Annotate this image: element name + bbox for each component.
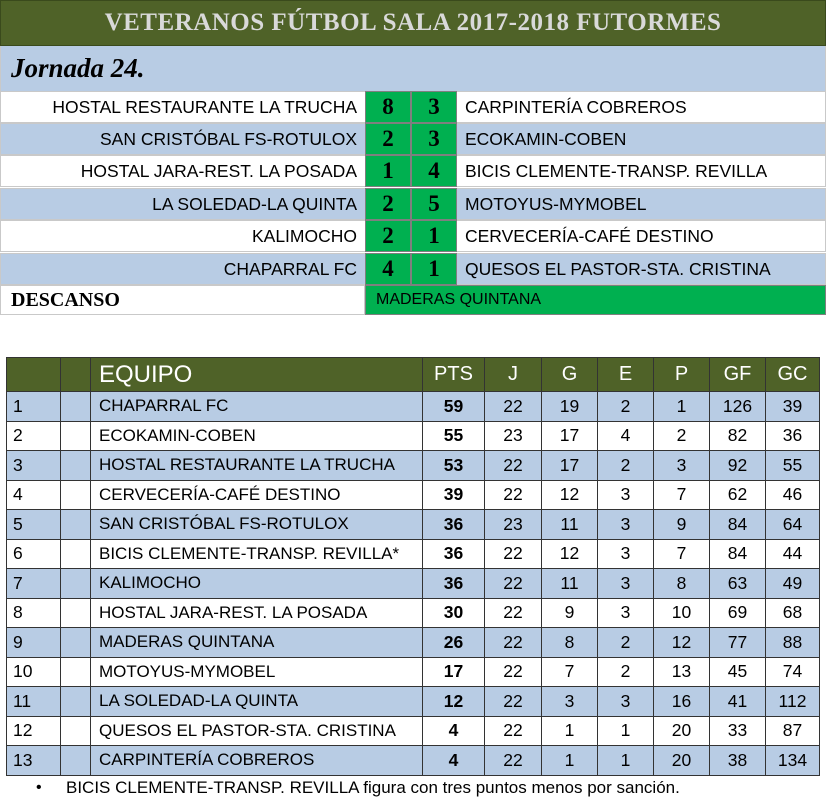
team-cell: HOSTAL JARA-REST. LA POSADA [91, 598, 423, 628]
bullet-icon: • [36, 779, 42, 796]
goals-for-cell: 33 [710, 716, 766, 746]
mark-cell [61, 480, 91, 510]
team-cell: HOSTAL RESTAURANTE LA TRUCHA [91, 451, 423, 481]
away-team: MOTOYUS-MYMOBEL [457, 188, 826, 220]
standings-row [7, 598, 820, 628]
points-cell: 4 [423, 746, 485, 776]
goals-against-cell: 87 [766, 716, 820, 746]
won-cell: 1 [542, 716, 598, 746]
goals-for-cell: 38 [710, 746, 766, 776]
drawn-cell: 3 [598, 598, 654, 628]
team-cell: SAN CRISTÓBAL FS-ROTULOX [91, 510, 423, 540]
rest-team: MADERAS QUINTANA [365, 285, 826, 315]
header-team: EQUIPO [91, 358, 423, 392]
away-score: 3 [411, 91, 457, 123]
round-heading: Jornada 24. [0, 46, 826, 91]
footnote-text: BICIS CLEMENTE-TRANSP. REVILLA figura con tres puntos menos por sanción. [66, 778, 680, 797]
header-won: G [542, 358, 598, 392]
team-cell: KALIMOCHO [91, 569, 423, 599]
points-cell: 36 [423, 510, 485, 540]
drawn-cell: 2 [598, 451, 654, 481]
lost-cell: 20 [654, 716, 710, 746]
mark-cell [61, 687, 91, 717]
home-score: 1 [365, 155, 411, 187]
lost-cell: 8 [654, 569, 710, 599]
goals-for-cell: 82 [710, 421, 766, 451]
header-points: PTS [423, 358, 485, 392]
home-score: 4 [365, 253, 411, 285]
header-goals-for: GF [710, 358, 766, 392]
match-row [0, 220, 826, 252]
played-cell: 22 [485, 539, 542, 569]
lost-cell: 7 [654, 480, 710, 510]
won-cell: 19 [542, 392, 598, 422]
away-team: BICIS CLEMENTE-TRANSP. REVILLA [457, 155, 826, 187]
away-team: CARPINTERÍA COBREROS [457, 91, 826, 123]
lost-cell: 2 [654, 421, 710, 451]
mark-cell [61, 598, 91, 628]
position-cell: 1 [7, 392, 61, 422]
played-cell: 22 [485, 628, 542, 658]
team-cell: MOTOYUS-MYMOBEL [91, 657, 423, 687]
lost-cell: 16 [654, 687, 710, 717]
points-cell: 12 [423, 687, 485, 717]
standings-row [7, 657, 820, 687]
played-cell: 22 [485, 716, 542, 746]
match-row [0, 123, 826, 155]
header-mark [61, 358, 91, 392]
position-cell: 6 [7, 539, 61, 569]
points-cell: 26 [423, 628, 485, 658]
lost-cell: 12 [654, 628, 710, 658]
points-cell: 55 [423, 421, 485, 451]
standings-row [7, 451, 820, 481]
standings-header-row [7, 358, 820, 392]
mark-cell [61, 746, 91, 776]
drawn-cell: 2 [598, 628, 654, 658]
position-cell: 10 [7, 657, 61, 687]
drawn-cell: 3 [598, 510, 654, 540]
won-cell: 17 [542, 451, 598, 481]
drawn-cell: 1 [598, 746, 654, 776]
position-cell: 9 [7, 628, 61, 658]
lost-cell: 9 [654, 510, 710, 540]
won-cell: 9 [542, 598, 598, 628]
points-cell: 17 [423, 657, 485, 687]
standings-table [6, 357, 820, 776]
goals-for-cell: 41 [710, 687, 766, 717]
points-cell: 30 [423, 598, 485, 628]
standings-row [7, 569, 820, 599]
drawn-cell: 4 [598, 421, 654, 451]
standings-row [7, 716, 820, 746]
mark-cell [61, 392, 91, 422]
goals-for-cell: 126 [710, 392, 766, 422]
won-cell: 8 [542, 628, 598, 658]
goals-against-cell: 64 [766, 510, 820, 540]
standings-row [7, 510, 820, 540]
drawn-cell: 1 [598, 716, 654, 746]
played-cell: 23 [485, 510, 542, 540]
won-cell: 7 [542, 657, 598, 687]
home-score: 8 [365, 91, 411, 123]
header-goals-against: GC [766, 358, 820, 392]
goals-for-cell: 84 [710, 510, 766, 540]
points-cell: 59 [423, 392, 485, 422]
mark-cell [61, 510, 91, 540]
position-cell: 8 [7, 598, 61, 628]
drawn-cell: 3 [598, 569, 654, 599]
points-cell: 53 [423, 451, 485, 481]
position-cell: 4 [7, 480, 61, 510]
won-cell: 11 [542, 569, 598, 599]
team-cell: ECOKAMIN-COBEN [91, 421, 423, 451]
drawn-cell: 3 [598, 480, 654, 510]
team-cell: CHAPARRAL FC [91, 392, 423, 422]
team-cell: BICIS CLEMENTE-TRANSP. REVILLA* [91, 539, 423, 569]
drawn-cell: 2 [598, 392, 654, 422]
goals-against-cell: 36 [766, 421, 820, 451]
goals-against-cell: 134 [766, 746, 820, 776]
lost-cell: 10 [654, 598, 710, 628]
drawn-cell: 3 [598, 539, 654, 569]
goals-against-cell: 49 [766, 569, 820, 599]
header-lost: P [654, 358, 710, 392]
won-cell: 3 [542, 687, 598, 717]
goals-for-cell: 62 [710, 480, 766, 510]
standings-row [7, 746, 820, 776]
standings-row [7, 392, 820, 422]
away-score: 1 [411, 253, 457, 285]
lost-cell: 13 [654, 657, 710, 687]
match-row [0, 155, 826, 187]
won-cell: 12 [542, 539, 598, 569]
team-cell: QUESOS EL PASTOR-STA. CRISTINA [91, 716, 423, 746]
away-score: 3 [411, 123, 457, 155]
goals-against-cell: 44 [766, 539, 820, 569]
header-played: J [485, 358, 542, 392]
played-cell: 22 [485, 746, 542, 776]
team-cell: CERVECERÍA-CAFÉ DESTINO [91, 480, 423, 510]
mark-cell [61, 569, 91, 599]
played-cell: 22 [485, 451, 542, 481]
drawn-cell: 3 [598, 687, 654, 717]
goals-against-cell: 68 [766, 598, 820, 628]
won-cell: 17 [542, 421, 598, 451]
points-cell: 36 [423, 539, 485, 569]
position-cell: 12 [7, 716, 61, 746]
home-team: SAN CRISTÓBAL FS-ROTULOX [0, 123, 365, 155]
header-position [7, 358, 61, 392]
match-row [0, 188, 826, 220]
home-team: KALIMOCHO [0, 220, 365, 252]
position-cell: 13 [7, 746, 61, 776]
played-cell: 22 [485, 657, 542, 687]
mark-cell [61, 716, 91, 746]
team-cell: LA SOLEDAD-LA QUINTA [91, 687, 423, 717]
position-cell: 11 [7, 687, 61, 717]
won-cell: 1 [542, 746, 598, 776]
won-cell: 11 [542, 510, 598, 540]
rest-row [0, 285, 826, 315]
played-cell: 22 [485, 392, 542, 422]
header-drawn: E [598, 358, 654, 392]
team-cell: CARPINTERÍA COBREROS [91, 746, 423, 776]
standings-row [7, 480, 820, 510]
points-cell: 36 [423, 569, 485, 599]
lost-cell: 3 [654, 451, 710, 481]
goals-for-cell: 84 [710, 539, 766, 569]
points-cell: 39 [423, 480, 485, 510]
position-cell: 5 [7, 510, 61, 540]
match-row [0, 253, 826, 285]
mark-cell [61, 421, 91, 451]
goals-for-cell: 69 [710, 598, 766, 628]
position-cell: 7 [7, 569, 61, 599]
played-cell: 22 [485, 480, 542, 510]
lost-cell: 20 [654, 746, 710, 776]
goals-against-cell: 55 [766, 451, 820, 481]
lost-cell: 7 [654, 539, 710, 569]
home-team: HOSTAL JARA-REST. LA POSADA [0, 155, 365, 187]
goals-against-cell: 112 [766, 687, 820, 717]
away-team: ECOKAMIN-COBEN [457, 123, 826, 155]
played-cell: 22 [485, 598, 542, 628]
home-score: 2 [365, 188, 411, 220]
position-cell: 3 [7, 451, 61, 481]
position-cell: 2 [7, 421, 61, 451]
mark-cell [61, 628, 91, 658]
away-score: 4 [411, 155, 457, 187]
team-cell: MADERAS QUINTANA [91, 628, 423, 658]
mark-cell [61, 539, 91, 569]
home-score: 2 [365, 123, 411, 155]
played-cell: 22 [485, 569, 542, 599]
match-row [0, 91, 826, 123]
lost-cell: 1 [654, 392, 710, 422]
points-cell: 4 [423, 716, 485, 746]
played-cell: 22 [485, 687, 542, 717]
away-team: QUESOS EL PASTOR-STA. CRISTINA [457, 253, 826, 285]
goals-against-cell: 39 [766, 392, 820, 422]
goals-for-cell: 92 [710, 451, 766, 481]
mark-cell [61, 657, 91, 687]
mark-cell [61, 451, 91, 481]
away-score: 1 [411, 220, 457, 252]
goals-against-cell: 88 [766, 628, 820, 658]
home-score: 2 [365, 220, 411, 252]
away-team: CERVECERÍA-CAFÉ DESTINO [457, 220, 826, 252]
goals-for-cell: 77 [710, 628, 766, 658]
rest-label: DESCANSO [0, 285, 365, 315]
footnote [36, 777, 816, 799]
won-cell: 12 [542, 480, 598, 510]
standings-row [7, 687, 820, 717]
page-title: VETERANOS FÚTBOL SALA 2017-2018 FUTORMES [0, 0, 826, 46]
goals-for-cell: 63 [710, 569, 766, 599]
standings-row [7, 421, 820, 451]
away-score: 5 [411, 188, 457, 220]
goals-against-cell: 74 [766, 657, 820, 687]
home-team: LA SOLEDAD-LA QUINTA [0, 188, 365, 220]
goals-against-cell: 46 [766, 480, 820, 510]
standings-row [7, 539, 820, 569]
home-team: HOSTAL RESTAURANTE LA TRUCHA [0, 91, 365, 123]
standings-row [7, 628, 820, 658]
home-team: CHAPARRAL FC [0, 253, 365, 285]
goals-for-cell: 45 [710, 657, 766, 687]
played-cell: 23 [485, 421, 542, 451]
drawn-cell: 2 [598, 657, 654, 687]
